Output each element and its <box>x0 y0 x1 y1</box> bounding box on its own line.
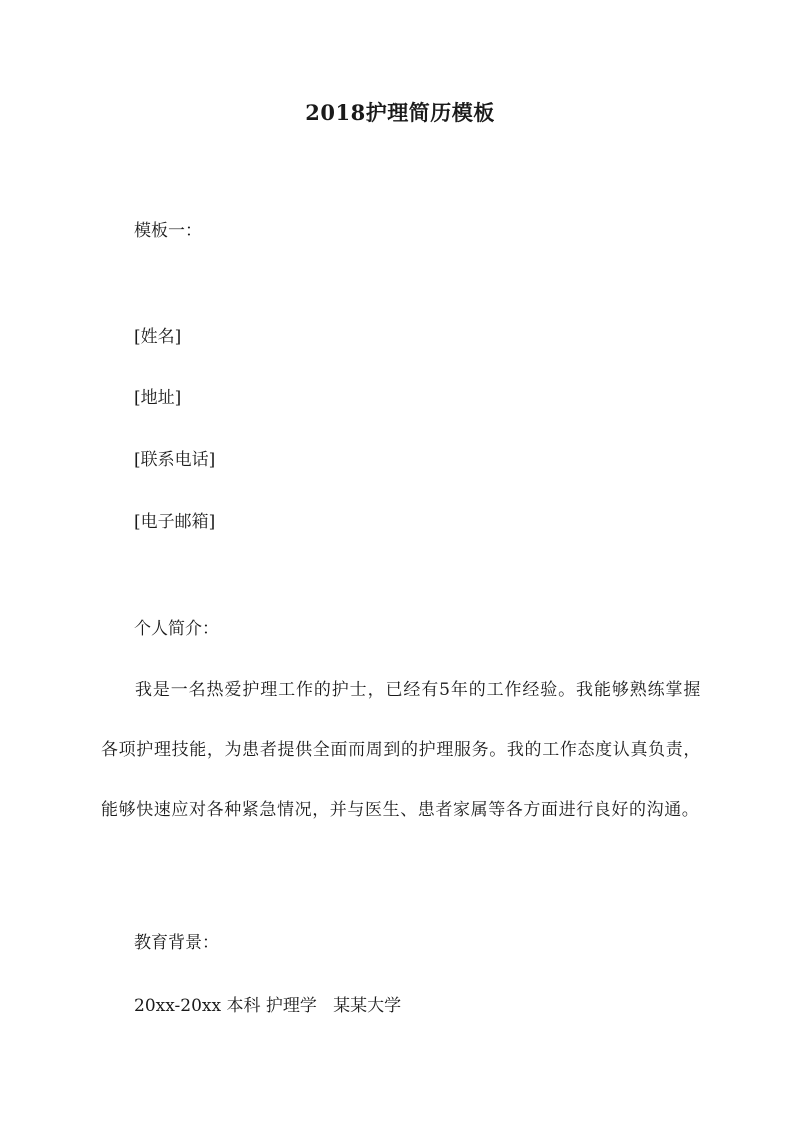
document-title: 2018护理简历模板 <box>305 100 495 125</box>
education-entry: 20xx-20xx 本科 护理学 某某大学 <box>134 996 402 1016</box>
template-heading: 模板一： <box>134 221 202 241</box>
profile-body: 我是一名热爱护理工作的护士，已经有5年的工作经验。我能够熟练掌握各项护理技能，为患者提供全面而周到的护理服务。我的工作态度认真负责，能够快速应对各种紧急情况，并与医生、患者家属等各方面进行良好的沟通。 <box>101 680 701 820</box>
contact-name: [姓名] <box>134 327 182 347</box>
contact-address: [地址] <box>134 388 182 408</box>
contact-email: [电子邮箱] <box>134 512 216 532</box>
education-heading: 教育背景： <box>134 933 219 953</box>
contact-phone: [联系电话] <box>134 450 216 470</box>
profile-heading: 个人简介： <box>134 619 219 639</box>
